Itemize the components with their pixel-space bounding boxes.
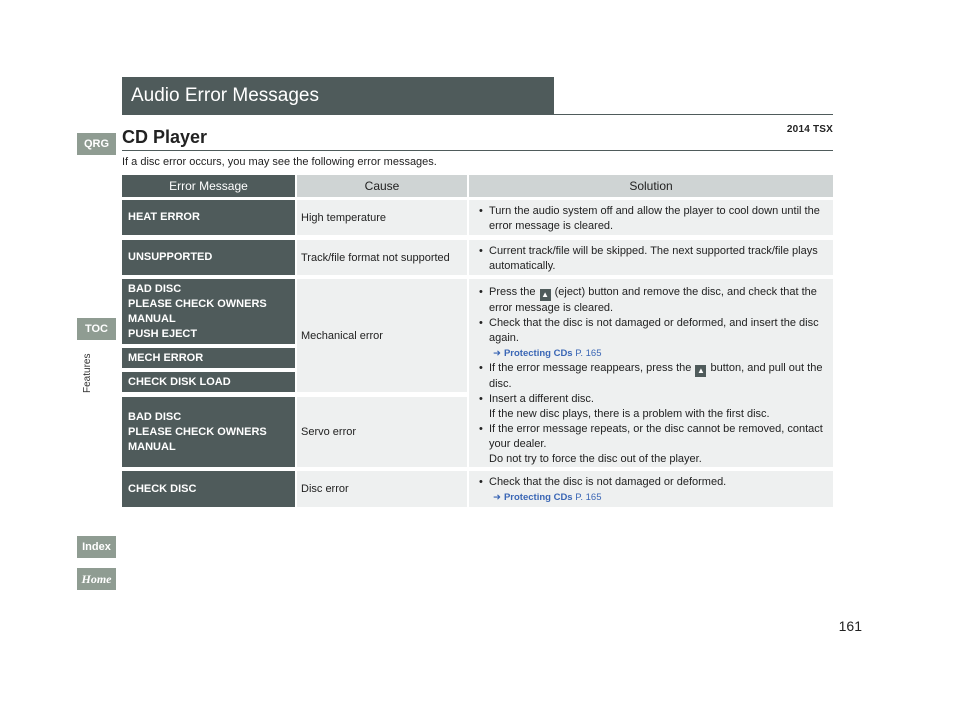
solution-bullet <box>479 392 825 422</box>
table-row-solution <box>469 279 833 467</box>
solution-text: (eject) button and remove the disc, and check that the error message is cleared. <box>489 286 817 314</box>
solution-text: If the new disc plays, there is a problem with the first disc. <box>489 408 770 420</box>
cause-text: Servo error <box>301 426 357 438</box>
message-line: BAD DISC <box>128 410 182 423</box>
solution-text: Insert a different disc. <box>489 393 594 405</box>
header-cause: Cause <box>297 175 467 197</box>
solution-bullet <box>479 361 825 392</box>
table-row-message <box>122 471 295 507</box>
ref-arrow-icon: ➜ <box>493 348 501 359</box>
home-button-label: Home <box>81 572 112 586</box>
toc-button[interactable]: TOC <box>77 318 116 340</box>
reference-link[interactable] <box>479 346 825 361</box>
table-row-solution <box>469 200 833 235</box>
cause-text: Track/file format not supported <box>301 251 450 264</box>
reference-link[interactable] <box>479 490 825 505</box>
solution-text: Press the <box>489 286 536 298</box>
message-text: MECH ERROR <box>128 351 204 364</box>
model-label: 2014 TSX <box>786 124 833 135</box>
message-line: MANUAL <box>128 440 176 453</box>
solution-bullet: • Check that the disc is not damaged or deformed. <box>479 475 825 490</box>
solution-bullet: • Current track/file will be skipped. The next supported track/file plays automatically. <box>479 244 825 274</box>
table-row-message <box>122 397 295 467</box>
solution-text: Do not try to force the disc out of the player. <box>489 453 702 465</box>
eject-icon: ▲ <box>541 290 549 299</box>
header-rule <box>554 114 833 115</box>
home-button[interactable] <box>77 568 116 590</box>
solution-bullet: • Turn the audio system off and allow the player to cool down until the error message is cleared. <box>479 204 825 234</box>
message-line: PUSH EJECT <box>128 327 198 340</box>
message-line: PLEASE CHECK OWNERS <box>128 425 267 438</box>
solution-text: If the error message repeats, or the disc cannot be removed, contact your dealer. <box>489 423 823 450</box>
message-text: UNSUPPORTED <box>128 251 213 263</box>
qrg-button[interactable]: QRG <box>77 133 116 155</box>
table-row-cause <box>297 397 467 467</box>
solution-bullet: • Check that the disc is not damaged or deformed, and insert the disc again. <box>479 316 825 346</box>
table-row-solution <box>469 240 833 275</box>
section-rule <box>122 150 833 151</box>
message-text: CHECK DISC <box>128 482 197 495</box>
reference-page: P. 165 <box>575 492 602 503</box>
table-row-cause <box>297 240 467 275</box>
index-button[interactable]: Index <box>77 536 116 558</box>
cause-text: Mechanical error <box>301 329 383 342</box>
side-label-features: Features <box>82 353 93 393</box>
table-row-solution <box>469 471 833 507</box>
table-row-cause <box>297 200 467 235</box>
reference-label: Protecting CDs <box>503 492 573 503</box>
message-line: PLEASE CHECK OWNERS <box>128 297 267 310</box>
table-row-message <box>122 279 295 344</box>
table-row-cause <box>297 279 467 392</box>
message-text: HEAT ERROR <box>128 211 200 223</box>
page-number: 161 <box>838 618 862 634</box>
table-row-message <box>122 240 295 275</box>
message-text: CHECK DISK LOAD <box>128 375 231 388</box>
message-line: BAD DISC <box>128 282 182 295</box>
message-line: MANUAL <box>128 312 176 325</box>
page-header: Audio Error Messages <box>122 77 554 115</box>
header-solution: Solution <box>469 175 833 197</box>
section-title: CD Player <box>122 127 208 147</box>
eject-icon: ▲ <box>696 366 705 375</box>
table-row-message <box>122 200 295 235</box>
solution-text: button, and pull out the disc. <box>489 362 823 390</box>
reference-label: Protecting CDs <box>503 348 573 359</box>
solution-text: If the error message reappears, press the <box>489 362 692 374</box>
cause-text: High temperature <box>301 211 386 224</box>
table-row-message <box>122 372 295 392</box>
intro-text: If a disc error occurs, you may see the following error messages. <box>122 156 437 168</box>
ref-arrow-icon: ➜ <box>493 492 501 503</box>
reference-page: P. 165 <box>575 348 602 359</box>
cause-text: Disc error <box>301 483 349 495</box>
table-row-cause <box>297 471 467 507</box>
solution-bullet <box>479 285 825 316</box>
table-row-message <box>122 348 295 368</box>
solution-bullet <box>479 422 825 467</box>
header-error-message: Error Message <box>122 175 295 197</box>
